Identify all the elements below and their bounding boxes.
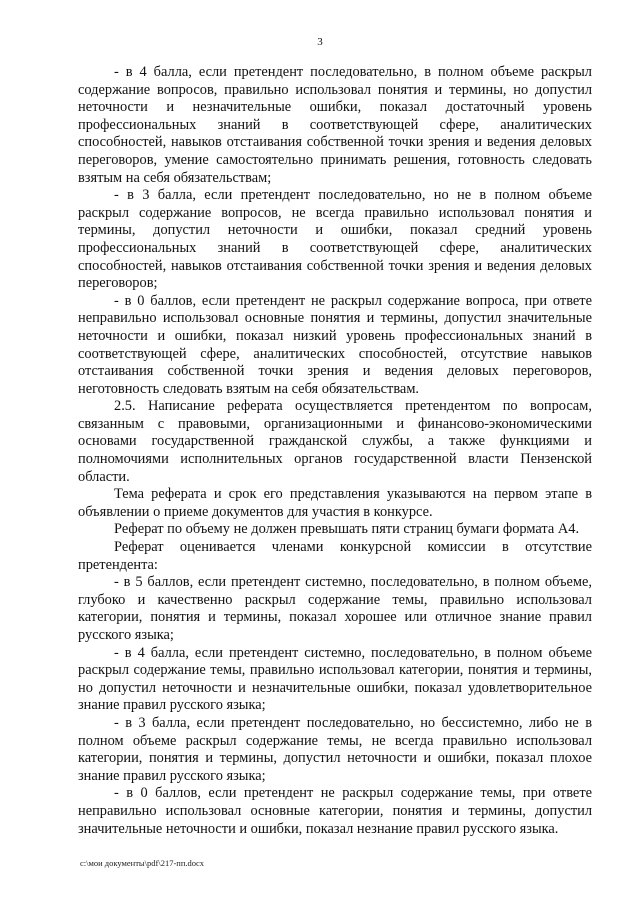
paragraph-score-3-essay: - в 3 балла, если претендент последовательно, но бессистемно, либо не в полном объеме раскрыл содержание темы, не всегда правильно использовал категории, понятия и термины, допустил неточности и ошибки, показал плохое знание правил русского языка; (78, 714, 592, 784)
paragraph-score-0-questions: - в 0 баллов, если претендент не раскрыл содержание вопроса, при ответе неправильно использовал основные понятия и термины, допустил значительные неточности и ошибки, показал низкий уровень профессиональных знаний в соответствующей сфере, аналитических способностей, отсутствие навыков отстаивания собственной точки зрения и ведения деловых переговоров, неготовность следовать взятым на себя обязательствам. (78, 292, 592, 397)
paragraph-score-4-essay: - в 4 балла, если претендент системно, последовательно, в полном объеме раскрыл содержание темы, правильно использовал категории, понятия и термины, но допустил неточности и незначительные ошибки, показал удовлетворительное знание правил русского языка; (78, 644, 592, 714)
paragraph-essay-evaluation: Реферат оценивается членами конкурсной комиссии в отсутствие претендента: (78, 539, 592, 573)
document-body (78, 64, 592, 838)
paragraph-essay-length: Реферат по объему не должен превышать пяти страниц бумаги формата А4. (114, 521, 580, 538)
paragraph-essay-topic: Тема реферата и срок его представления указываются на первом этапе в объявлении о приеме документов для участия в конкурсе. (78, 486, 592, 520)
paragraph-section-2-5: 2.5. Написание реферата осуществляется претендентом по вопросам, связанным с правовыми, организационными и финансово-экономическими основами государственной гражданской службы, а также функциями и полномочиями исполнительных органов государственной власти Пензенской области. (78, 398, 592, 485)
paragraph-score-0-essay: - в 0 баллов, если претендент не раскрыл содержание темы, при ответе неправильно использовал основные категории, понятия и термины, допустил значительные неточности и ошибки, показал незнание правил русского языка. (78, 785, 592, 837)
footer-file-path: c:\мои документы\pdf\217-пп.docx (80, 858, 205, 868)
paragraph-score-3-questions: - в 3 балла, если претендент последовательно, но не в полном объеме раскрыл содержание вопросов, не всегда правильно использовал понятия и термины, допустил неточности и ошибки, показал средний уровень профессиональных знаний в соответствующей сфере, аналитических способностей, навыков отстаивания собственной точки зрения и ведения деловых переговоров; (78, 187, 592, 292)
page-number: 3 (317, 36, 323, 48)
paragraph-score-4-questions: - в 4 балла, если претендент последовательно, в полном объеме раскрыл содержание вопросов, правильно использовал понятия и термины, но допустил неточности и незначительные ошибки, показал достаточный уровень профессиональных знаний в соответствующей сфере, аналитических способностей, навыков отстаивания собственной точки зрения и ведения деловых переговоров, умение самостоятельно принимать решения, готовность следовать взятым на себя обязательствам; (78, 64, 592, 186)
paragraph-score-5-essay: - в 5 баллов, если претендент системно, последовательно, в полном объеме, глубоко и качественно раскрыл содержание темы, правильно использовал категории, понятия и термины, показал хорошее или отличное знание правил русского языка; (78, 574, 592, 643)
